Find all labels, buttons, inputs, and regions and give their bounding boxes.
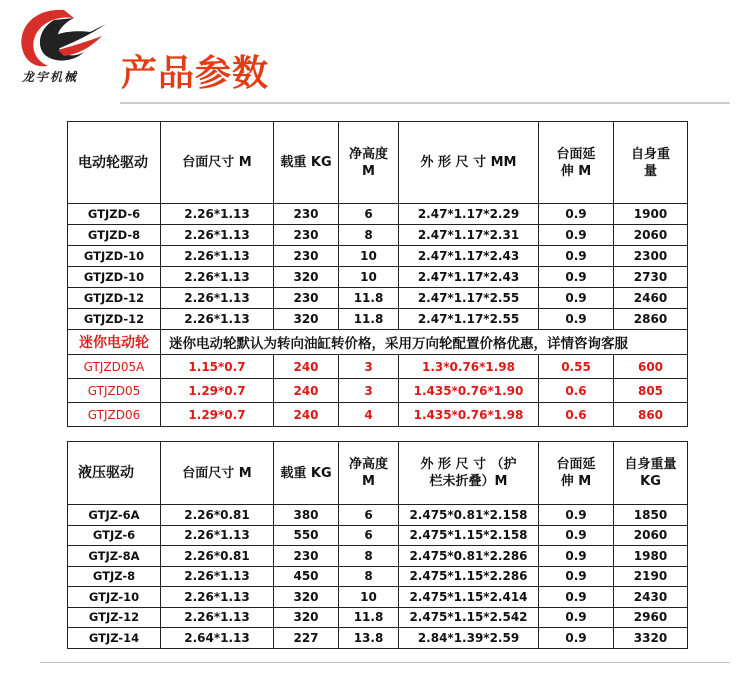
cell-platform-size: 2.64*1.13 bbox=[161, 628, 274, 649]
cell-extension: 0.55 bbox=[539, 355, 614, 379]
cell-net-height: 6 bbox=[339, 204, 399, 225]
header-platform-size: 台面尺寸 M bbox=[161, 122, 274, 204]
cell-load: 450 bbox=[274, 566, 339, 587]
table-row bbox=[68, 225, 688, 246]
cell-dimensions: 2.47*1.17*2.43 bbox=[399, 267, 539, 288]
title-divider bbox=[120, 102, 730, 104]
table-row bbox=[68, 505, 688, 526]
cell-platform-size: 2.26*0.81 bbox=[161, 505, 274, 526]
cell-extension: 0.9 bbox=[539, 246, 614, 267]
table-row bbox=[68, 525, 688, 546]
table-row bbox=[68, 566, 688, 587]
table-row bbox=[68, 246, 688, 267]
table-row bbox=[68, 403, 688, 427]
cell-model: GTJZD-10 bbox=[68, 246, 161, 267]
cell-model: GTJZD-10 bbox=[68, 267, 161, 288]
table-row bbox=[68, 587, 688, 608]
cell-model: GTJZD-8 bbox=[68, 225, 161, 246]
cell-dimensions: 2.47*1.17*2.55 bbox=[399, 309, 539, 330]
cell-net-height: 8 bbox=[339, 566, 399, 587]
table-row bbox=[68, 628, 688, 649]
table-row bbox=[68, 204, 688, 225]
hydraulic-drive-table bbox=[67, 441, 688, 649]
cell-platform-size: 2.26*1.13 bbox=[161, 309, 274, 330]
cell-model: GTJZ-6A bbox=[68, 505, 161, 526]
header-self-weight: 自身重量 bbox=[614, 122, 688, 204]
cell-platform-size: 2.26*0.81 bbox=[161, 546, 274, 567]
header-load: 载重 KG bbox=[274, 122, 339, 204]
cell-self-weight: 2300 bbox=[614, 246, 688, 267]
header-drive-type: 电动轮驱动 bbox=[68, 122, 161, 204]
cell-net-height: 11.8 bbox=[339, 288, 399, 309]
table-row bbox=[68, 309, 688, 330]
cell-self-weight: 3320 bbox=[614, 628, 688, 649]
cell-load: 230 bbox=[274, 288, 339, 309]
mini-section-row bbox=[68, 330, 688, 355]
cell-platform-size: 2.26*1.13 bbox=[161, 566, 274, 587]
cell-model: GTJZ-14 bbox=[68, 628, 161, 649]
header-platform-size: 台面尺寸 M bbox=[161, 442, 274, 505]
cell-load: 230 bbox=[274, 225, 339, 246]
cell-extension: 0.6 bbox=[539, 379, 614, 403]
header-load: 载重 KG bbox=[274, 442, 339, 505]
electric-drive-table bbox=[67, 121, 688, 427]
cell-net-height: 10 bbox=[339, 587, 399, 608]
cell-net-height: 4 bbox=[339, 403, 399, 427]
cell-dimensions: 2.475*1.15*2.542 bbox=[399, 607, 539, 628]
cell-self-weight: 2060 bbox=[614, 225, 688, 246]
mini-section-note: 迷你电动轮默认为转向油缸转价格，采用万向轮配置价格优惠，详情咨询客服 bbox=[161, 330, 688, 355]
header-self-weight: 自身重量 KG bbox=[614, 442, 688, 505]
header-dimensions: 外 形 尺 寸 MM bbox=[399, 122, 539, 204]
cell-extension: 0.9 bbox=[539, 225, 614, 246]
cell-model: GTJZD05 bbox=[68, 379, 161, 403]
cell-extension: 0.9 bbox=[539, 546, 614, 567]
cell-net-height: 11.8 bbox=[339, 607, 399, 628]
cell-extension: 0.6 bbox=[539, 403, 614, 427]
cell-load: 320 bbox=[274, 267, 339, 288]
cell-net-height: 11.8 bbox=[339, 309, 399, 330]
cell-net-height: 3 bbox=[339, 355, 399, 379]
cell-model: GTJZD-12 bbox=[68, 288, 161, 309]
cell-dimensions: 2.47*1.17*2.55 bbox=[399, 288, 539, 309]
cell-model: GTJZD-6 bbox=[68, 204, 161, 225]
cell-load: 240 bbox=[274, 379, 339, 403]
cell-model: GTJZD05A bbox=[68, 355, 161, 379]
cell-net-height: 8 bbox=[339, 546, 399, 567]
cell-load: 320 bbox=[274, 607, 339, 628]
cell-load: 230 bbox=[274, 246, 339, 267]
cell-platform-size: 2.26*1.13 bbox=[161, 246, 274, 267]
cell-model: GTJZ-8 bbox=[68, 566, 161, 587]
cell-self-weight: 1850 bbox=[614, 505, 688, 526]
cell-dimensions: 2.47*1.17*2.29 bbox=[399, 204, 539, 225]
cell-model: GTJZ-8A bbox=[68, 546, 161, 567]
table-header-row bbox=[68, 442, 688, 505]
cell-dimensions: 1.3*0.76*1.98 bbox=[399, 355, 539, 379]
table-header-row bbox=[68, 122, 688, 204]
cell-load: 240 bbox=[274, 355, 339, 379]
cell-extension: 0.9 bbox=[539, 587, 614, 608]
cell-model: GTJZD-12 bbox=[68, 309, 161, 330]
page-header bbox=[0, 0, 750, 100]
cell-load: 230 bbox=[274, 204, 339, 225]
cell-extension: 0.9 bbox=[539, 204, 614, 225]
cell-load: 320 bbox=[274, 587, 339, 608]
cell-extension: 0.9 bbox=[539, 288, 614, 309]
cell-self-weight: 2960 bbox=[614, 607, 688, 628]
footer-divider bbox=[40, 662, 730, 663]
page-title: 产品参数 bbox=[121, 53, 270, 94]
header-extension: 台面延伸 M bbox=[539, 442, 614, 505]
cell-self-weight: 805 bbox=[614, 379, 688, 403]
cell-load: 380 bbox=[274, 505, 339, 526]
header-net-height: 净高度 M bbox=[339, 442, 399, 505]
cell-net-height: 13.8 bbox=[339, 628, 399, 649]
cell-dimensions: 1.435*0.76*1.98 bbox=[399, 403, 539, 427]
cell-platform-size: 1.29*0.7 bbox=[161, 403, 274, 427]
cell-extension: 0.9 bbox=[539, 267, 614, 288]
cell-self-weight: 1900 bbox=[614, 204, 688, 225]
header-drive-type: 液压驱动 bbox=[68, 442, 161, 505]
table-row bbox=[68, 607, 688, 628]
cell-load: 550 bbox=[274, 525, 339, 546]
cell-dimensions: 2.475*0.81*2.158 bbox=[399, 505, 539, 526]
company-name: 龙宇机械 bbox=[22, 70, 79, 84]
cell-extension: 0.9 bbox=[539, 607, 614, 628]
cell-load: 240 bbox=[274, 403, 339, 427]
cell-platform-size: 2.26*1.13 bbox=[161, 288, 274, 309]
cell-extension: 0.9 bbox=[539, 525, 614, 546]
table-row bbox=[68, 379, 688, 403]
header-net-height: 净高度 M bbox=[339, 122, 399, 204]
cell-self-weight: 2060 bbox=[614, 525, 688, 546]
cell-platform-size: 2.26*1.13 bbox=[161, 525, 274, 546]
mini-section-label: 迷你电动轮 bbox=[68, 330, 161, 355]
table-row bbox=[68, 267, 688, 288]
cell-dimensions: 2.475*1.15*2.286 bbox=[399, 566, 539, 587]
cell-platform-size: 1.29*0.7 bbox=[161, 379, 274, 403]
table-row bbox=[68, 355, 688, 379]
cell-model: GTJZ-6 bbox=[68, 525, 161, 546]
header-extension: 台面延伸 M bbox=[539, 122, 614, 204]
cell-net-height: 3 bbox=[339, 379, 399, 403]
cell-load: 230 bbox=[274, 546, 339, 567]
cell-model: GTJZ-12 bbox=[68, 607, 161, 628]
cell-self-weight: 2860 bbox=[614, 309, 688, 330]
cell-net-height: 10 bbox=[339, 267, 399, 288]
cell-model: GTJZ-10 bbox=[68, 587, 161, 608]
cell-net-height: 8 bbox=[339, 225, 399, 246]
table-row bbox=[68, 288, 688, 309]
cell-net-height: 6 bbox=[339, 505, 399, 526]
cell-extension: 0.9 bbox=[539, 628, 614, 649]
cell-platform-size: 2.26*1.13 bbox=[161, 267, 274, 288]
cell-net-height: 6 bbox=[339, 525, 399, 546]
cell-self-weight: 860 bbox=[614, 403, 688, 427]
cell-platform-size: 1.15*0.7 bbox=[161, 355, 274, 379]
cell-dimensions: 2.84*1.39*2.59 bbox=[399, 628, 539, 649]
cell-model: GTJZD06 bbox=[68, 403, 161, 427]
cell-dimensions: 2.47*1.17*2.31 bbox=[399, 225, 539, 246]
cell-net-height: 10 bbox=[339, 246, 399, 267]
cell-platform-size: 2.26*1.13 bbox=[161, 607, 274, 628]
cell-dimensions: 1.435*0.76*1.90 bbox=[399, 379, 539, 403]
cell-platform-size: 2.26*1.13 bbox=[161, 225, 274, 246]
cell-self-weight: 2730 bbox=[614, 267, 688, 288]
cell-load: 227 bbox=[274, 628, 339, 649]
cell-self-weight: 600 bbox=[614, 355, 688, 379]
cell-dimensions: 2.475*1.15*2.414 bbox=[399, 587, 539, 608]
cell-load: 320 bbox=[274, 309, 339, 330]
cell-self-weight: 1980 bbox=[614, 546, 688, 567]
cell-dimensions: 2.47*1.17*2.43 bbox=[399, 246, 539, 267]
cell-extension: 0.9 bbox=[539, 505, 614, 526]
cell-extension: 0.9 bbox=[539, 309, 614, 330]
cell-dimensions: 2.475*0.81*2.286 bbox=[399, 546, 539, 567]
cell-platform-size: 2.26*1.13 bbox=[161, 587, 274, 608]
cell-extension: 0.9 bbox=[539, 566, 614, 587]
table-row bbox=[68, 546, 688, 567]
cell-self-weight: 2190 bbox=[614, 566, 688, 587]
cell-dimensions: 2.475*1.15*2.158 bbox=[399, 525, 539, 546]
cell-self-weight: 2460 bbox=[614, 288, 688, 309]
cell-platform-size: 2.26*1.13 bbox=[161, 204, 274, 225]
cell-self-weight: 2430 bbox=[614, 587, 688, 608]
header-dimensions: 外 形 尺 寸 （护栏未折叠）M bbox=[399, 442, 539, 505]
